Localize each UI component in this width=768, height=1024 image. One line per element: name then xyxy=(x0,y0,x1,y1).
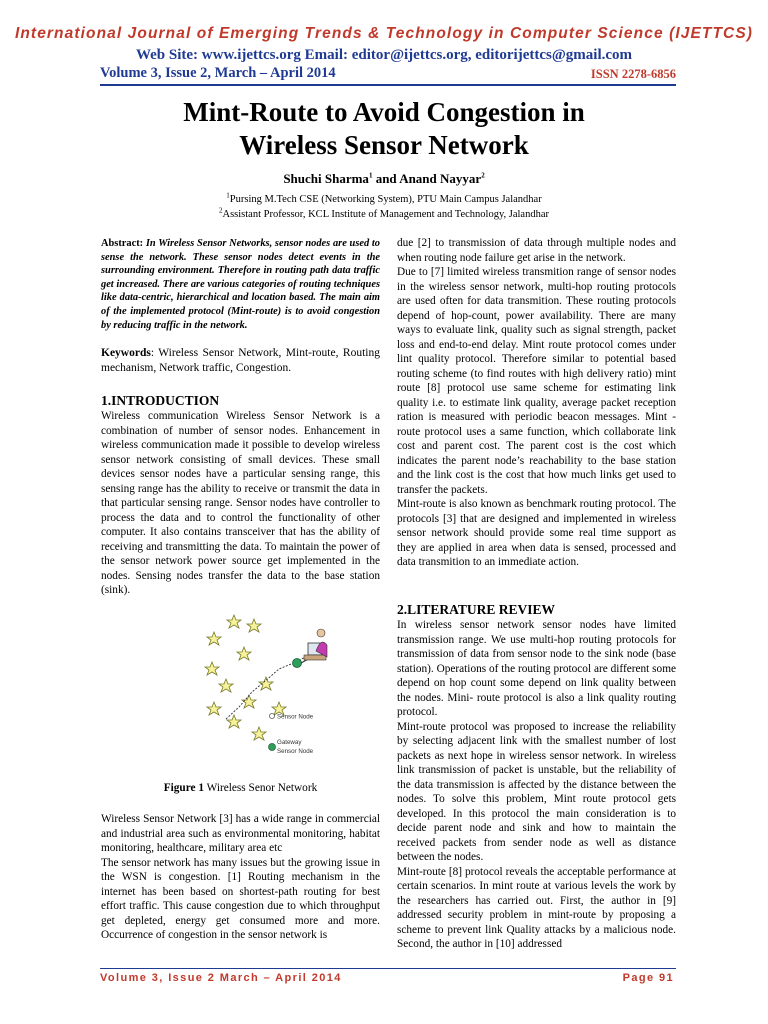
legend-sensor-label: Sensor Node xyxy=(277,713,314,721)
right-paragraph-3: Mint-route is also known as benchmark routing protocol. The protocols [3] that are designed and implemented in wireless sensor network should provide some real time support as they are applied in area when data is sensed, processed and data transmition to an immediate action. xyxy=(397,498,676,568)
author-separator: and xyxy=(372,171,400,186)
abstract xyxy=(101,237,380,332)
computer-icon xyxy=(304,629,327,660)
sensor-node-star xyxy=(219,679,233,692)
right-paragraph-2: Due to [7] limited wireless transmition range of sensor nodes in the wireless sensor network, multi-hop routing protocols are used often for data transmition. These routing protocols depend of hop-count, power availability. There are many ways to evaluate link, quality such as signal strength, packet loss and end-to-end delay. Mint route protocol comes under lint quality protocol. Therefore similar to potential based routing scheme (to find routes with high delivery ratio) mint route [8] protocol use same scheme for estimating link quality i.e. to estimate link quality, average packet reception ration is measured with periodic beacon messages. Mint -route protocol uses a same function, which collaborate link cost and parent cost. The parent cost is the cost which indicates the parent node’s reachability to the base station and the link cost is the cost that how much links get used to transfer the packets. xyxy=(397,266,676,496)
sensor-node-star xyxy=(207,632,221,645)
keywords xyxy=(101,346,380,375)
legend-sensor-marker xyxy=(270,714,275,719)
author-1: Shuchi Sharma xyxy=(283,171,369,186)
literature-paragraph-2: Mint-route protocol was proposed to increase the reliability by selecting adjacent link with the smallest number of lost packets as next hope in wireless sensor network. In wireless link transmission of packet is unstable, but the reliability of the data transmission is affected by the distance between the nodes. To solve this problem, Mint route protocol gets developed. In this protocol the main consideration is to decide parent node and sink and how to maintain the received packets from sender node as well as distance between the nodes. xyxy=(397,720,676,863)
figure-caption-label: Figure 1 xyxy=(163,782,205,794)
literature-review-body xyxy=(397,618,676,952)
sensor-node-star xyxy=(227,715,241,728)
affiliation-2-text: Assistant Professor, KCL Institute of Management and Technology, Jalandhar xyxy=(222,209,549,220)
paper-title xyxy=(0,96,768,162)
affiliation-2 xyxy=(0,206,768,220)
affiliation-1-text: Pursing M.Tech CSE (Networking System), PTU Main Campus Jalandhar xyxy=(229,194,542,205)
figure-caption-text: Wireless Senor Network xyxy=(204,782,318,794)
sensor-node-star xyxy=(207,702,221,715)
right-column-top xyxy=(397,236,676,570)
section-heading-literature-review: 2.LITERATURE REVIEW xyxy=(397,602,556,617)
footer-rule xyxy=(100,968,676,969)
figure-caption xyxy=(101,782,380,794)
author-2: Anand Nayyar xyxy=(399,171,482,186)
abstract-text: In Wireless Sensor Networks, sensor nodes are used to sense the network. These sensor nodes detect events in the surrounding environment. Therefore in routing path data traffic get increased. There are various categories of routing techniques like data-centric, hierarchical and location based. The main aim of the implemented protocol (Mint-route) is to avoid congestion by reducing traffic in the network. xyxy=(101,238,380,331)
journal-name: International Journal of Emerging Trends & Technology in Computer Science (IJETTCS) xyxy=(14,25,754,42)
affiliation-2-mark: 2 xyxy=(218,206,223,215)
sensor-node-star xyxy=(259,677,273,690)
sensor-node-star xyxy=(237,647,251,660)
keywords-label: Keywords xyxy=(101,347,151,359)
keywords-text: : Wireless Sensor Network, Mint-route, Routing mechanism, Network traffic, Congestion. xyxy=(101,347,380,374)
issn: ISSN 2278-6856 xyxy=(590,67,676,81)
literature-paragraph-1: In wireless sensor network sensor nodes have limited transmission range. We use multi-hop routing protocols for transmission of data from sensor node to the sink node (base station). Operations of the routing protocol are different some depend on hop count some depend on link quality between the nodes. Mini- route protocol is also a link quality routing protocol. xyxy=(397,619,676,718)
journal-website: Web Site: www.ijettcs.org Email: editor@ijettcs.org, editorijettcs@gmail.com xyxy=(135,47,633,63)
right-paragraph-1: due [2] to transmission of data through multiple nodes and when routing node failure get arise in the network. xyxy=(397,237,676,264)
header-rule xyxy=(100,84,676,86)
left-column-continued xyxy=(101,812,380,943)
abstract-label: Abstract: xyxy=(101,238,144,249)
congestion-paragraph: The sensor network has many issues but the growing issue in the WSN is congestion. [1] Routing mechanism in the internet has been based on shortest-path routing for best effort traffic. This cause congestion due to which throughput get depleted, energy get consumed more and more. Occurrence of congestion in the sensor network is xyxy=(101,856,380,941)
legend-gateway-label-2: Sensor Node xyxy=(277,748,314,755)
footer-page-number: Page 91 xyxy=(622,972,674,984)
author-1-affiliation-mark: 1 xyxy=(368,171,373,180)
legend-gateway-marker xyxy=(269,744,276,751)
sensor-node-star xyxy=(252,727,266,740)
affiliation-1 xyxy=(0,191,768,205)
volume-issue: Volume 3, Issue 2, March – April 2014 xyxy=(100,65,336,81)
sensor-node-star xyxy=(247,619,261,632)
introduction-body xyxy=(101,409,380,598)
sensor-node-star xyxy=(227,615,241,628)
literature-paragraph-3: Mint-route [8] protocol reveals the acceptable performance at certain scenarios. In mint route at various levels the work by the researchers has carried out. First, the author in [9] addressed security problem in mint-route by proposing a scheme to prevent link Quality attacks by a malicious node. Second, the author in [10] addressed xyxy=(397,865,676,950)
paper-title-line-1: Mint-Route to Avoid Congestion in xyxy=(183,97,585,127)
wsn-applications-paragraph: Wireless Sensor Network [3] has a wide range in commercial and industrial area such as environmental monitoring, habitat monitoring, healthcare, military area etc xyxy=(101,813,380,854)
author-2-affiliation-mark: 2 xyxy=(481,171,485,180)
footer-volume: Volume 3, Issue 2 March – April 2014 xyxy=(100,972,342,984)
sensor-node-star xyxy=(205,662,219,675)
affiliation-1-mark: 1 xyxy=(226,191,230,200)
figure-wsn-diagram xyxy=(204,607,330,775)
author-list xyxy=(0,171,768,187)
paper-title-line-2: Wireless Sensor Network xyxy=(239,130,529,160)
gateway-node xyxy=(293,659,302,668)
legend-gateway-label-1: Gateway xyxy=(277,739,302,746)
introduction-paragraph: Wireless communication Wireless Sensor Network is a combination of number of sensor nodes. Enhancement in wireless communication made it possible to develop wireless sensor network consisting of small devices. These small devices sensor nodes have a particular sensing range, this sensing range has the ability to receive or transmit the data in that particular sensing range. Sensor nodes have controller to process the data and to control the functionality of other computer. It also contains transceiver that has the ability of receiving and transmitting the data. To maintain the power of the sensor network power source get implemented in the nodes. Sensing nodes transfer the data to the base station (sink). xyxy=(101,410,380,596)
wsn-diagram-svg xyxy=(204,607,330,775)
section-heading-introduction: 1.INTRODUCTION xyxy=(101,393,220,408)
